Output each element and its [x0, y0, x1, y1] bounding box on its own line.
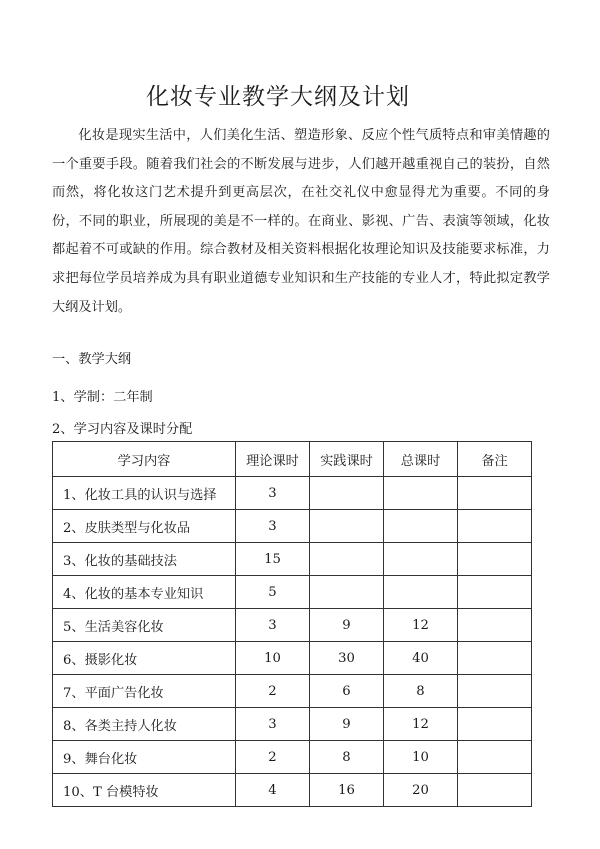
row-name: 3、化妆的基础技法: [53, 543, 236, 576]
row-name: 8、各类主持人化妆: [53, 708, 236, 741]
row-name: 5、生活美容化妆: [53, 609, 236, 642]
table-row: [53, 576, 532, 609]
row-practice: [310, 543, 384, 576]
row-total: [384, 576, 458, 609]
item-content-hours: 2、学习内容及课时分配: [52, 422, 193, 437]
row-theory: 3: [236, 609, 310, 642]
row-theory: 4: [236, 774, 310, 807]
row-theory: 3: [236, 477, 310, 510]
row-theory: 3: [236, 510, 310, 543]
table-row: [53, 510, 532, 543]
row-note: [458, 576, 532, 609]
row-practice: [310, 576, 384, 609]
table-row: [53, 609, 532, 642]
row-total: 8: [384, 675, 458, 708]
row-name: 2、皮肤类型与化妆品: [53, 510, 236, 543]
header-content: 学习内容: [53, 442, 236, 477]
row-practice: 16: [310, 774, 384, 807]
row-practice: [310, 477, 384, 510]
row-total: 10: [384, 741, 458, 774]
row-practice: [310, 510, 384, 543]
row-name: 7、平面广告化妆: [53, 675, 236, 708]
section-heading-outline: 一、教学大纲: [52, 352, 132, 367]
row-practice: 9: [310, 708, 384, 741]
row-note: [458, 477, 532, 510]
row-note: [458, 708, 532, 741]
table-row: [53, 642, 532, 675]
table-row: [53, 774, 532, 807]
course-hours-table: [52, 441, 532, 807]
header-total-hours: 总课时: [384, 442, 458, 477]
row-note: [458, 774, 532, 807]
row-theory: 2: [236, 675, 310, 708]
row-note: [458, 609, 532, 642]
row-total: 40: [384, 642, 458, 675]
table-row: [53, 708, 532, 741]
row-name: 10、T 台模特妆: [53, 774, 236, 807]
row-note: [458, 741, 532, 774]
header-practice-hours: 实践课时: [310, 442, 384, 477]
row-total: 12: [384, 609, 458, 642]
row-theory: 2: [236, 741, 310, 774]
row-total: [384, 510, 458, 543]
row-note: [458, 543, 532, 576]
document-title: 化妆专业教学大纲及计划: [146, 84, 410, 110]
header-notes: 备注: [458, 442, 532, 477]
row-note: [458, 510, 532, 543]
table-row: [53, 543, 532, 576]
table-row: [53, 675, 532, 708]
table-row: [53, 741, 532, 774]
table-header-row: [53, 442, 532, 477]
row-total: [384, 477, 458, 510]
row-theory: 10: [236, 642, 310, 675]
table-row: [53, 477, 532, 510]
item-duration: 1、学制：二年制: [52, 390, 153, 405]
row-practice: 9: [310, 609, 384, 642]
row-theory: 15: [236, 543, 310, 576]
row-name: 9、舞台化妆: [53, 741, 236, 774]
row-note: [458, 642, 532, 675]
row-theory: 5: [236, 576, 310, 609]
row-total: 12: [384, 708, 458, 741]
row-total: [384, 543, 458, 576]
row-name: 4、化妆的基本专业知识: [53, 576, 236, 609]
row-practice: 30: [310, 642, 384, 675]
row-practice: 8: [310, 741, 384, 774]
row-name: 1、化妆工具的认识与选择: [53, 477, 236, 510]
row-name: 6、摄影化妆: [53, 642, 236, 675]
row-total: 20: [384, 774, 458, 807]
row-theory: 3: [236, 708, 310, 741]
intro-paragraph: 化妆是现实生活中，人们美化生活、塑造形象、反应个性气质特点和审美情趣的一个重要手段。随着我们社会的不断发展与进步，人们越开越重视自己的装扮，自然而然，将化妆这门艺术提升到更高层次，在社交礼仪中愈显得尤为重要。不同的身份，不同的职业，所展现的美是不一样的。在商业、影视、广告、表演等领域，化妆都起着不可或缺的作用。综合教材及相关资料根据化妆理论知识及技能要求标准，力求把每位学员培养成为具有职业道德专业知识和生产技能的专业人才，特此拟定教学大纲及计划。: [52, 128, 550, 315]
row-practice: 6: [310, 675, 384, 708]
row-note: [458, 675, 532, 708]
header-theory-hours: 理论课时: [236, 442, 310, 477]
